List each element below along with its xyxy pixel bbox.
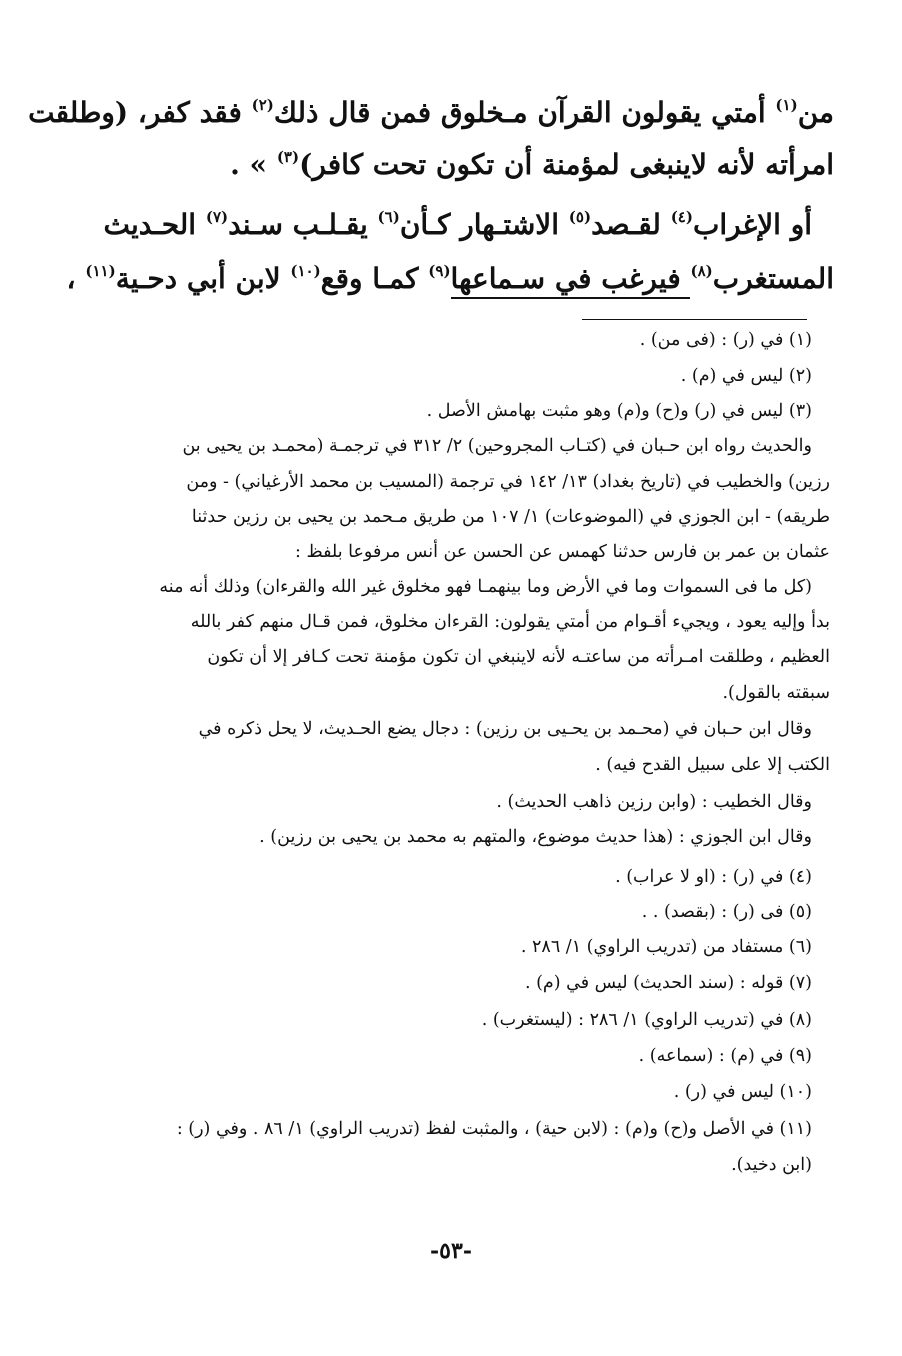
footnote-3-text: وقال ابن الجوزي : (هذا حديث موضوع، والمتهم به محمد بن يحيى بن رزين) . [259, 827, 812, 847]
main-text-segment: » . [230, 148, 277, 181]
footnote-7: (٧) قوله : (سند الحديث) ليس في (م) . [524, 973, 812, 993]
footnote-10: (١٠) ليس في (ر) . [673, 1082, 812, 1102]
main-text-line-3 [104, 208, 813, 241]
footnote-1: (١) في (ر) : (فى من) . [639, 330, 812, 350]
main-text-segment: يقـلـب سـند [228, 208, 378, 241]
footnote-3-text: والحديث رواه ابن حـبان في (كتـاب المجروحين) ٢/ ٣١٢ في ترجمـة (محمـد بن يحيى بن [182, 436, 812, 456]
footnote-3-text: الكتب إلا على سبيل القدح فيه) . [595, 755, 830, 775]
footnote-ref-2[interactable]: (٢) [251, 96, 274, 114]
footnote-2: (٢) ليس في (م) . [680, 366, 812, 386]
footnote-ref-3[interactable]: (٣) [276, 148, 300, 166]
footnote-3-text: سبقته بالقول). [722, 683, 830, 703]
underlined-segment: فيرغب في سـماعها [451, 262, 691, 299]
main-text-segment: كمـا وقع [320, 262, 429, 295]
footnote-ref-6[interactable]: (٦) [377, 208, 400, 226]
footnote-3-text: بدأ وإليه يعود ، ويجيء أقـوام من أمتي يقولون: القرءان مخلوق، فمن قـال منهم كفر بالله [190, 612, 830, 632]
footnote-3: (٣) ليس في (ر) و(ح) و(م) وهو مثبت بهامش الأصل . [426, 401, 812, 421]
footnote-8: (٨) في (تدريب الراوي) ١/ ٢٨٦ : (ليستغرب) . [481, 1010, 812, 1030]
main-text-segment: ، [66, 262, 86, 295]
main-text-segment: لابن أبي دحـية [115, 262, 291, 295]
footnote-3-text: وقال الخطيب : (وابن رزين ذاهب الحديث) . [496, 792, 812, 812]
footnote-3-text: عثمان بن عمر بن فارس حدثنا كهمس عن الحسن عن أنس مرفوعا بلفظ : [295, 542, 830, 562]
main-text-segment: أو الإغراب [692, 208, 812, 241]
footnote-3-text: (كل ما فى السموات وما في الأرض وما بينهمـا فهو مخلوق غير الله والقرءان) وذلك أنه منه [159, 577, 812, 597]
footnote-6: (٦) مستفاد من (تدريب الراوي) ١/ ٢٨٦ . [520, 937, 812, 957]
main-text-segment: أمتي يقولون القرآن مـخلوق فمن قال ذلك [273, 96, 776, 129]
footnote-separator [582, 319, 807, 320]
page-number: -٥٣- [430, 1238, 472, 1264]
footnote-3-text: وقال ابن حـبان في (محـمد بن يحـيى بن رزين) : دجال يضع الحـديث، لا يحل ذكره في [198, 719, 812, 739]
footnote-ref-7[interactable]: (٧) [205, 208, 229, 226]
main-text-segment: فقد كفر، (وطلقت [28, 96, 252, 129]
main-text-line-2 [230, 148, 834, 181]
main-text-line-1 [28, 96, 834, 129]
footnote-ref-5[interactable]: (٥) [568, 208, 592, 226]
main-text-line-4 [67, 262, 834, 295]
footnote-3-text: رزين) والخطيب في (تاريخ بغداد) ١٣/ ١٤٢ في ترجمة (المسيب بن محمد الأرغياني) - ومن [186, 472, 830, 492]
footnote-11-text: (ابن دخيد). [731, 1155, 812, 1175]
footnote-3-text: طريقه) - ابن الجوزي في (الموضوعات) ١/ ١٠٧ من طريق مـحمد بن يحيى بن رزين حدثنا [191, 507, 830, 527]
footnote-5: (٥) فى (ر) : (بقصد) . . [641, 902, 812, 922]
main-text-segment: لقـصد [591, 208, 671, 241]
main-text-segment: الحـديث [103, 208, 206, 241]
footnote-ref-10[interactable]: (١٠) [290, 262, 321, 280]
footnote-9: (٩) في (م) : (سماعه) . [638, 1046, 812, 1066]
footnote-4: (٤) في (ر) : (او لا عراب) . [615, 867, 812, 887]
main-text-segment: المستغرب [712, 262, 834, 295]
footnote-ref-9[interactable]: (٩) [428, 262, 451, 280]
main-text-segment: من [797, 96, 834, 129]
footnote-11: (١١) في الأصل و(ح) و(م) : (لابن حية) ، والمثبت لفظ (تدريب الراوي) ١/ ٨٦ . وفي (ر) : [176, 1119, 812, 1139]
footnote-ref-4[interactable]: (٤) [670, 208, 693, 226]
main-text-segment: امرأته لأنه لاينبغى لمؤمنة أن تكون تحت كافر) [299, 148, 834, 181]
footnote-ref-1[interactable]: (١) [775, 96, 798, 114]
footnote-3-text: العظيم ، وطلقت امـرأته من ساعتـه لأنه لاينبغي ان تكون مؤمنة تحت كـافر إلا أن تكون [207, 647, 830, 667]
footnote-ref-11[interactable]: (١١) [85, 262, 116, 280]
main-text-segment: الاشتـهار كـأن [399, 208, 569, 241]
footnote-ref-8[interactable]: (٨) [690, 262, 713, 280]
